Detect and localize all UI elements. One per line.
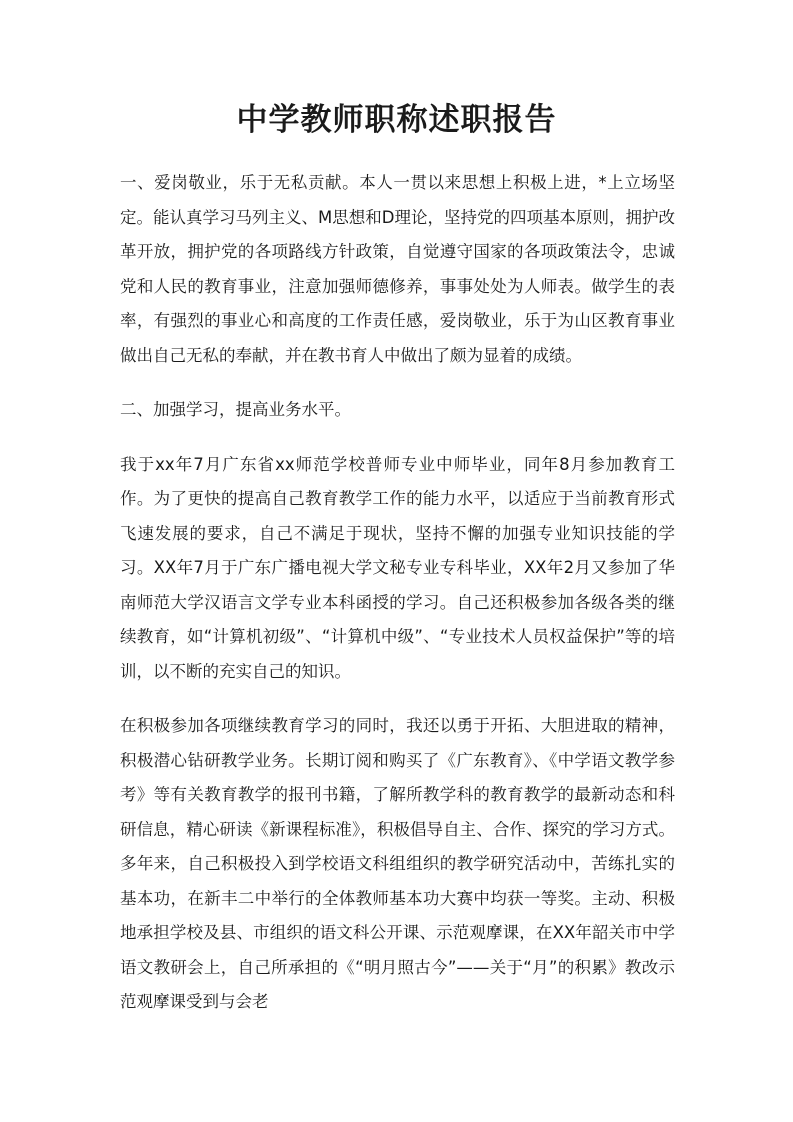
paragraph-dedication: 一、爱岗敬业，乐于无私贡献。本人一贯以来思想上积极上进，*上立场坚定。能认真学习马列主义、M思想和D理论，坚持党的四项基本原则，拥护改革开放，拥护党的各项路线方针政策，自觉遵守国家的各项政策法令，忠诚党和人民的教育事业，注意加强师德修养，事事处处为人师表。做学生的表率，有强烈的事业心和高度的工作责任感，爱岗敬业，乐于为山区教育事业做出自己无私的奉献，并在教书育人中做出了颇为显着的成绩。 (120, 173, 675, 365)
paragraph-teaching-research: 在积极参加各项继续教育学习的同时，我还以勇于开拓、大胆进取的精神，积极潜心钻研教学业务。长期订阅和购买了《广东教育》、《中学语文教学参考》等有关教育教学的报刊书籍，了解所教学科的教育教学的最新动态和科研信息，精心研读《新课程标准》，积极倡导自主、合作、探究的学习方式。多年来，自己积极投入到学校语文科组组织的教学研究活动中，苦练扎实的基本功，在新丰二中举行的全体教师基本功大赛中均获一等奖。主动、积极地承担学校及县、市组织的语文科公开课、示范观摩课，在XX年韶关市中学语文教研会上，自己所承担的《“明月照古今”——关于“月”的积累》教改示范观摩课受到与会老 (120, 716, 675, 1011)
document-title: 中学教师职称述职报告 (236, 102, 557, 138)
document-body (120, 166, 675, 1040)
paragraph-study-heading: 二、加强学习，提高业务水平。 (120, 400, 351, 419)
paragraph-education-history: 我于xx年7月广东省xx师范学校普师专业中师毕业，同年8月参加教育工作。为了更快的提高自己教育教学工作的能力水平，以适应于当前教育形式飞速发展的要求，自己不满足于现状，坚持不懈的加强专业知识技能的学习。XX年7月于广东广播电视大学文秘专业专科毕业，XX年2月又参加了华南师范大学汉语言文学专业本科函授的学习。自己还积极参加各级各类的继续教育，如“计算机初级”、“计算机中级”、“专业技术人员权益保护”等的培训，以不断的充实自己的知识。 (120, 454, 675, 681)
